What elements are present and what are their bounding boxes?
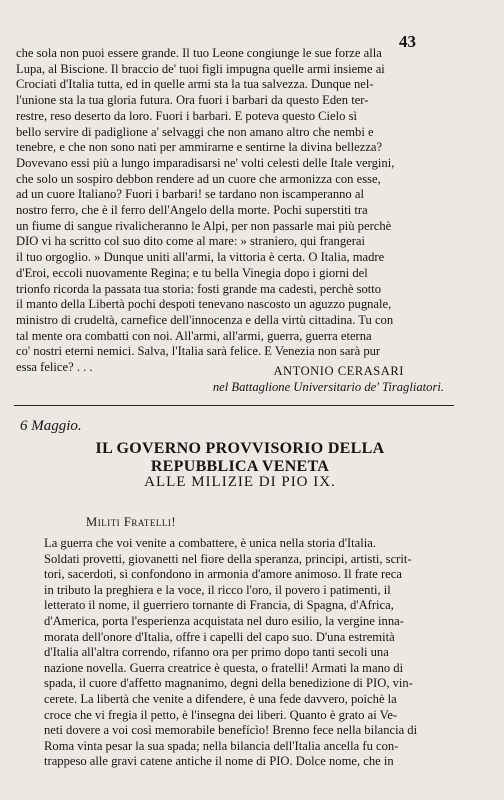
- text-line: morata dell'onore d'Italia, offre i capelli del capo suo. D'una estremità: [44, 629, 395, 644]
- text-line: ad un cuore Italiano? Fuori i barbari! se tardano non iscamperanno al: [16, 187, 364, 202]
- text-line: bello servire di padiglione a' selvaggi che non amano altro che nembi e: [16, 124, 374, 139]
- text-line: cerete. La libertà che venite a difendere, è una fede davvero, poichè la: [44, 691, 397, 706]
- text-line: La guerra che voi venite a combattere, è unica nella storia d'Italia.: [44, 536, 376, 550]
- text-line: co' nostri eterni nemici. Salva, l'Italia sarà felice. E Venezia non sarà pur: [16, 344, 381, 359]
- text-line: nostro ferro, che è il ferro dell'Angelo della morte. Pochi superstiti tra: [16, 203, 368, 218]
- text-line: Dovevano essi più a lungo imparadisarsi ne' volti celesti delle Itale vergini,: [16, 155, 395, 170]
- lower-text-block: [44, 536, 452, 770]
- salutation: Militi Fratelli!: [86, 515, 177, 529]
- section-divider: [14, 405, 454, 406]
- text-line: Roma vinta pesar la sua spada; nella bilancia dell'Italia ancella fu con-: [44, 738, 399, 753]
- text-line: spada, il cuore d'affetto magnanimo, degni della benedizione di PIO, vin-: [44, 676, 413, 691]
- text-line: un fiume di sangue rivalicheranno le Alpi, per non passarle mai più perchè: [16, 218, 392, 233]
- text-line: restre, reso deserto da loro. Fuori i barbari. E poteva questo Cielo sì: [16, 108, 357, 123]
- text-line: l'unione sta la tua gloria futura. Ora fuori i barbari da questo Eden ter-: [16, 93, 369, 108]
- text-line: tal mente ora combatti con noi. All'armi, all'armi, guerra, guerra eterna: [16, 328, 372, 343]
- upper-text-block: [16, 46, 454, 376]
- section-date: 6 Maggio.: [20, 418, 82, 434]
- text-line: che sola non puoi essere grande. Il tuo Leone congiunge le sue forze alla: [16, 46, 382, 60]
- text-line: ministro di crudeltà, carnefice dell'innocenza e della virtù cittadina. Tu con: [16, 312, 394, 327]
- section-heading: IL GOVERNO PROVVISORIO DELLA REPUBBLICA VENETA: [95, 440, 385, 475]
- text-line: d'Eroi, eccoli nuovamente Regina; e tu bella Vinegia dopo i giorni del: [16, 265, 368, 280]
- text-line: DIO vi ha scritto col suo dito come al mare: » straniero, qui frangerai: [16, 234, 366, 249]
- signature-block: [16, 363, 454, 395]
- text-line: Soldati provetti, giovanetti nel fiore della speranza, principi, artisti, scrit-: [44, 551, 412, 566]
- text-line: essa felice? . . .: [16, 360, 93, 375]
- text-line: trionfo ricorda la passata tua storia: fosti grande ma cadesti, perchè sotto: [16, 281, 382, 296]
- text-line: tori, sacerdoti, si confondono in armonia d'amore animoso. Il frate reca: [44, 567, 402, 582]
- text-line: tenebre, e che non sono nati per ammirarne e sentirne la divina bellezza?: [16, 140, 383, 155]
- signature-unit: nel Battaglione Universitario de' Tiragliatori.: [212, 380, 444, 394]
- text-line: trappeso alle gravi catene antiche il nome di PIO. Dolce nome, che in: [44, 754, 394, 769]
- text-line: letterato il nome, il guerriero tornante di Francia, di Spagna, d'Africa,: [44, 598, 394, 613]
- text-line: d'Italia all'altra correndo, rifanno ora per primo dopo tanti secoli una: [44, 645, 389, 660]
- text-line: neti dovere a voi così memorabile benefícìo! Brenno fece nella bilancia di: [44, 723, 418, 738]
- text-line: croce che vi fregia il petto, è l'insegna dei liberi. Quanto è grato ai Ve-: [44, 707, 398, 722]
- text-line: d'America, porta l'esperienza acquistata nel duro esilio, la vergine inna-: [44, 613, 404, 628]
- text-line: Crociati d'Italia tutta, ed in quelle armi sta la tua salvezza. Dunque nel-: [16, 77, 374, 92]
- text-line: che solo un sospiro debbon rendere ad un cuore che armonizza con esse,: [16, 171, 381, 186]
- text-line: il manto della Libertà pochi despoti tenevano nascosto un aguzzo pugnale,: [16, 297, 392, 312]
- signature-name: ANTONIO CERASARI: [273, 364, 404, 378]
- section-subheading: ALLE MILIZIE DI PIO IX.: [144, 474, 336, 490]
- text-line: il tuo orgoglio. » Dunque uniti all'armi, la vittoria è certa. O Italia, madre: [16, 250, 385, 265]
- text-line: Lupa, al Biscione. Il braccio de' tuoi figli impugna quelle armi insieme ai: [16, 61, 385, 76]
- text-line: in tributo la preghiera e la voce, il ricco l'oro, il povero i patimenti, il: [44, 582, 391, 597]
- text-line: nazione novella. Guerra creatrice è questa, o fratelli! Armati la mano di: [44, 660, 404, 675]
- page-number: 43: [399, 32, 416, 51]
